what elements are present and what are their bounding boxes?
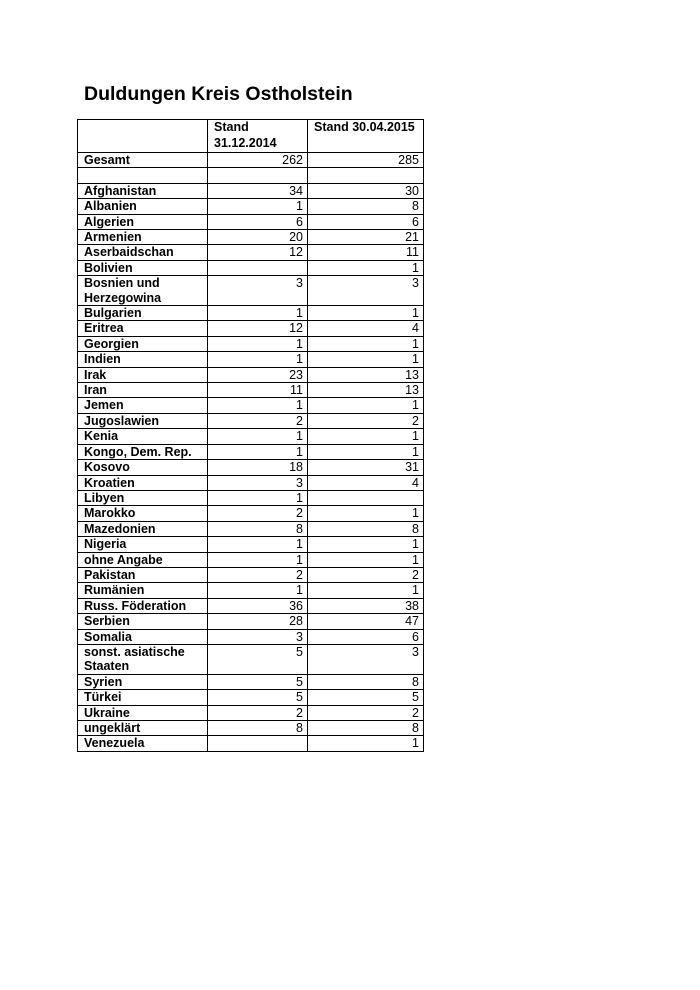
value-2014-cell: 3 [208, 629, 308, 644]
table-row [78, 306, 424, 321]
country-cell: Bolivien [78, 260, 208, 275]
value-2014-cell: 12 [208, 321, 308, 336]
duldungen-table [77, 119, 424, 752]
country-cell: Albanien [78, 199, 208, 214]
value-2015-cell: 38 [308, 598, 424, 613]
country-cell: Rumänien [78, 583, 208, 598]
country-cell: Russ. Föderation [78, 598, 208, 613]
value-2014-cell: 6 [208, 214, 308, 229]
value-2015-cell: 1 [308, 352, 424, 367]
country-cell: Georgien [78, 336, 208, 351]
value-2014-cell: 1 [208, 336, 308, 351]
value-2015-cell: 1 [308, 552, 424, 567]
value-2015-cell: 1 [308, 736, 424, 751]
value-2015-cell: 8 [308, 521, 424, 536]
table-row [78, 674, 424, 689]
total-label: Gesamt [78, 153, 208, 168]
total-row [78, 153, 424, 168]
country-cell: Eritrea [78, 321, 208, 336]
country-cell: Kongo, Dem. Rep. [78, 444, 208, 459]
table-row [78, 521, 424, 536]
spacer-cell [208, 168, 308, 183]
table-row [78, 475, 424, 490]
value-2015-cell: 2 [308, 413, 424, 428]
country-cell: ohne Angabe [78, 552, 208, 567]
table-row [78, 583, 424, 598]
page-title: Duldungen Kreis Ostholstein [84, 83, 353, 105]
country-cell: Venezuela [78, 736, 208, 751]
table-row [78, 260, 424, 275]
country-cell: Irak [78, 367, 208, 382]
value-2014-cell: 1 [208, 199, 308, 214]
table-row [78, 276, 424, 306]
country-cell: Marokko [78, 506, 208, 521]
country-cell: Aserbaidschan [78, 245, 208, 260]
value-2014-cell: 2 [208, 506, 308, 521]
value-2015-cell: 1 [308, 260, 424, 275]
table-row [78, 644, 424, 674]
country-cell: Iran [78, 383, 208, 398]
table-row [78, 460, 424, 475]
table-row [78, 383, 424, 398]
country-cell: Algerien [78, 214, 208, 229]
value-2014-cell: 8 [208, 521, 308, 536]
value-2014-cell: 1 [208, 444, 308, 459]
table-row [78, 736, 424, 751]
table-row [78, 705, 424, 720]
country-cell: Kenia [78, 429, 208, 444]
country-cell: Jemen [78, 398, 208, 413]
value-2015-cell: 3 [308, 644, 424, 674]
value-2015-cell: 30 [308, 183, 424, 198]
value-2014-cell: 3 [208, 276, 308, 306]
value-2014-cell: 1 [208, 583, 308, 598]
value-2015-cell: 3 [308, 276, 424, 306]
country-cell: Pakistan [78, 567, 208, 582]
country-cell: Bosnien und Herzegowina [78, 276, 208, 306]
value-2014-cell: 1 [208, 398, 308, 413]
value-2014-cell: 5 [208, 674, 308, 689]
country-cell: Syrien [78, 674, 208, 689]
value-2014-cell: 20 [208, 230, 308, 245]
country-cell: Armenien [78, 230, 208, 245]
spacer-cell [78, 168, 208, 183]
country-cell: Mazedonien [78, 521, 208, 536]
value-2015-cell: 1 [308, 429, 424, 444]
table-header-row [78, 120, 424, 153]
table-row [78, 321, 424, 336]
country-cell: Somalia [78, 629, 208, 644]
table-row [78, 614, 424, 629]
value-2014-cell: 34 [208, 183, 308, 198]
total-2014: 262 [208, 153, 308, 168]
value-2015-cell: 21 [308, 230, 424, 245]
value-2014-cell: 1 [208, 552, 308, 567]
value-2014-cell: 2 [208, 567, 308, 582]
country-cell: Afghanistan [78, 183, 208, 198]
table-row [78, 413, 424, 428]
table-row [78, 629, 424, 644]
table-row [78, 444, 424, 459]
value-2014-cell [208, 260, 308, 275]
country-cell: Ukraine [78, 705, 208, 720]
value-2014-cell: 1 [208, 490, 308, 505]
table-row [78, 490, 424, 505]
value-2015-cell: 1 [308, 537, 424, 552]
value-2015-cell: 13 [308, 383, 424, 398]
table-row [78, 721, 424, 736]
table-row [78, 367, 424, 382]
value-2014-cell: 5 [208, 690, 308, 705]
table-row [78, 336, 424, 351]
value-2014-cell: 2 [208, 705, 308, 720]
country-cell: Kroatien [78, 475, 208, 490]
value-2014-cell: 12 [208, 245, 308, 260]
value-2014-cell: 5 [208, 644, 308, 674]
value-2015-cell: 1 [308, 336, 424, 351]
table-row [78, 567, 424, 582]
table-row [78, 230, 424, 245]
country-cell: Libyen [78, 490, 208, 505]
country-cell: Bulgarien [78, 306, 208, 321]
value-2014-cell [208, 736, 308, 751]
table-row [78, 506, 424, 521]
value-2015-cell: 4 [308, 475, 424, 490]
value-2014-cell: 23 [208, 367, 308, 382]
header-cell-2015: Stand 30.04.2015 [308, 120, 424, 153]
country-cell: Kosovo [78, 460, 208, 475]
table-body [78, 120, 424, 752]
value-2015-cell: 6 [308, 629, 424, 644]
table-row [78, 214, 424, 229]
value-2015-cell: 4 [308, 321, 424, 336]
value-2015-cell: 1 [308, 306, 424, 321]
value-2015-cell: 1 [308, 506, 424, 521]
value-2014-cell: 1 [208, 352, 308, 367]
value-2014-cell: 1 [208, 306, 308, 321]
spacer-cell [308, 168, 424, 183]
value-2014-cell: 18 [208, 460, 308, 475]
total-2015: 285 [308, 153, 424, 168]
value-2015-cell: 8 [308, 199, 424, 214]
value-2015-cell [308, 490, 424, 505]
value-2015-cell: 13 [308, 367, 424, 382]
table-row [78, 690, 424, 705]
value-2015-cell: 1 [308, 398, 424, 413]
value-2015-cell: 1 [308, 444, 424, 459]
value-2014-cell: 3 [208, 475, 308, 490]
value-2015-cell: 8 [308, 674, 424, 689]
table-row [78, 398, 424, 413]
value-2015-cell: 11 [308, 245, 424, 260]
table-row [78, 183, 424, 198]
table-row [78, 245, 424, 260]
table-row [78, 199, 424, 214]
value-2015-cell: 47 [308, 614, 424, 629]
table-row [78, 429, 424, 444]
spacer-row [78, 168, 424, 183]
table-row [78, 352, 424, 367]
table-row [78, 537, 424, 552]
value-2015-cell: 8 [308, 721, 424, 736]
value-2015-cell: 6 [308, 214, 424, 229]
header-cell-2014: Stand 31.12.2014 [208, 120, 308, 153]
country-cell: ungeklärt [78, 721, 208, 736]
country-cell: Indien [78, 352, 208, 367]
header-cell-blank [78, 120, 208, 153]
country-cell: Jugoslawien [78, 413, 208, 428]
value-2015-cell: 1 [308, 583, 424, 598]
country-cell: sonst. asiatische Staaten [78, 644, 208, 674]
country-cell: Türkei [78, 690, 208, 705]
value-2014-cell: 8 [208, 721, 308, 736]
value-2015-cell: 31 [308, 460, 424, 475]
value-2015-cell: 2 [308, 567, 424, 582]
value-2015-cell: 5 [308, 690, 424, 705]
value-2014-cell: 28 [208, 614, 308, 629]
table-row [78, 552, 424, 567]
value-2014-cell: 36 [208, 598, 308, 613]
value-2014-cell: 1 [208, 537, 308, 552]
country-cell: Nigeria [78, 537, 208, 552]
value-2014-cell: 2 [208, 413, 308, 428]
value-2015-cell: 2 [308, 705, 424, 720]
value-2014-cell: 11 [208, 383, 308, 398]
value-2014-cell: 1 [208, 429, 308, 444]
country-cell: Serbien [78, 614, 208, 629]
table-row [78, 598, 424, 613]
